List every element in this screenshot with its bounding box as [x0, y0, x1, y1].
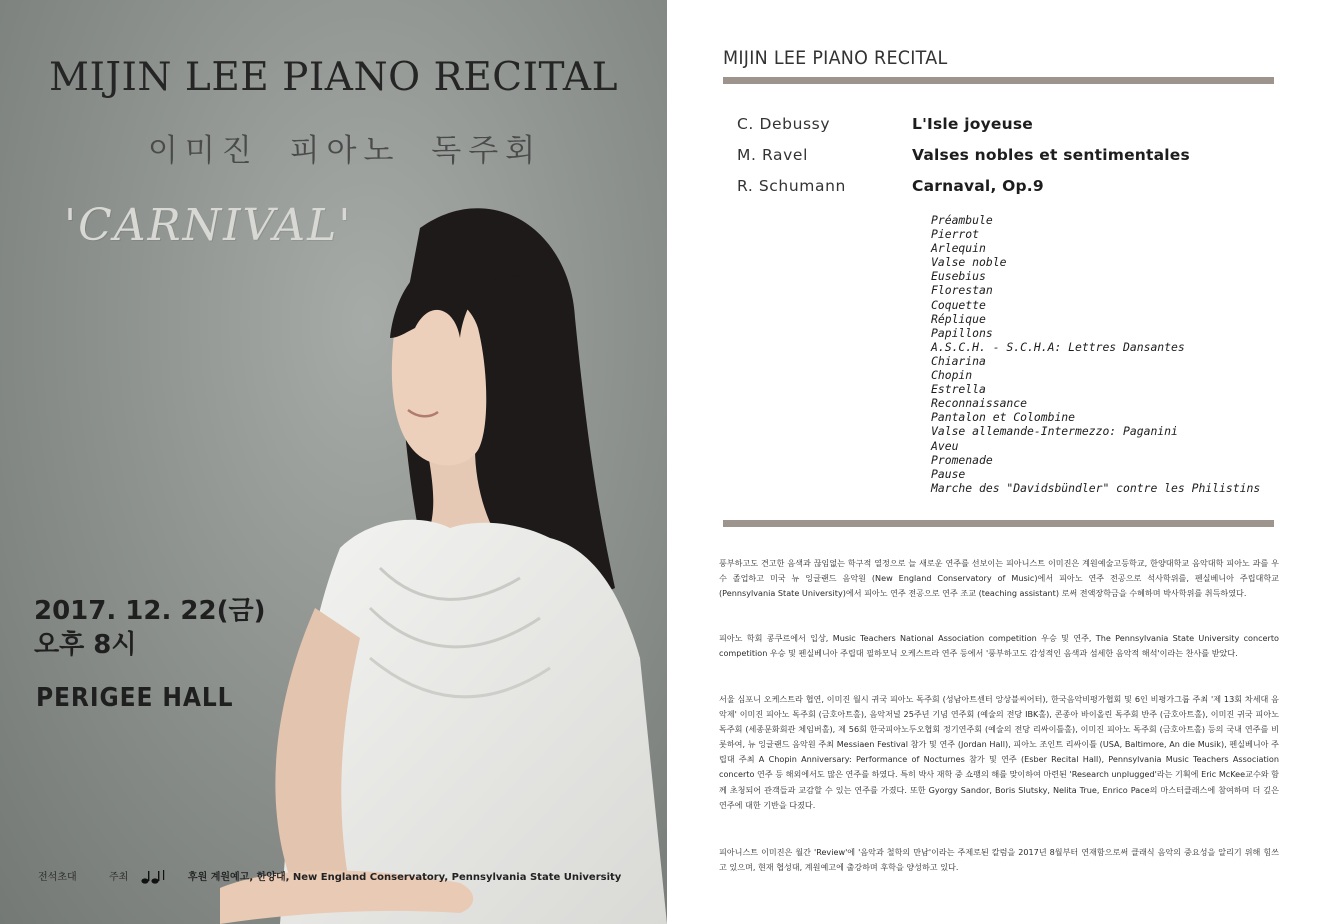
carnaval-movements-list [931, 213, 1260, 495]
program-divider-top [723, 77, 1274, 84]
pianist-portrait [220, 188, 667, 924]
poster-korean-title: 이미진 피아노 독주회 [147, 133, 543, 169]
work-title: L'Isle joyeuse [912, 115, 1033, 133]
sponsor-text: 후원 계원예고, 한양대, New England Conservatory, Pennsylvania State University [187, 872, 622, 883]
program-divider-bottom [723, 520, 1274, 527]
composer-name: C. Debussy [737, 115, 831, 133]
biography-paragraph: 피아노 학회 콩쿠르에서 입상, Music Teachers National Association competition 우승 및 연주, The Pennsylvania State University concerto competition 우승 및 펜실베니아 주립대 필하모닉 오케스트라 연주 등에서 '풍부하고도 감성적인 음색과 섬세한 음악적 해석'이라는 찬사를 받았다. [719, 633, 1279, 659]
movement-item: Arlequin [931, 241, 986, 256]
music-notes-icon [140, 869, 166, 885]
movement-item: Eusebius [931, 269, 986, 284]
recital-program [667, 0, 1330, 924]
composer-name: R. Schumann [737, 177, 846, 195]
movement-item: Pause [931, 466, 966, 481]
movement-item: Marche des "Davidsbündler" contre les Philistins [931, 480, 1261, 495]
program-title: MIJIN LEE PIANO RECITAL [723, 47, 948, 69]
movement-item: Promenade [931, 452, 993, 467]
movement-item: Préambule [931, 213, 993, 227]
movement-item: Chiarina [931, 353, 986, 368]
movement-item: Chopin [931, 368, 973, 383]
biography-paragraph: 서울 심포니 오케스트라 협연, 이미진 월시 귀국 피아노 독주회 (성남아트센터 앙상블씨어터), 한국음악비평가협회 및 6인 비평가그룹 주최 '제 13회 차세대 음악제' 이미진 피아노 독주회 (금호아트홀), 음악저널 25주년 기념 연주회 (예술의 전당 IBK홀), 콘종아 바이올린 독주회 반주 (금호아트홀), 이미진 귀국 피아노 독주회 (세종문화회관 체임버홀), 제 56회 한국피아노두오협회 정기연주회 (예술의 전당 리싸이틀홀), 이미진 피아노 독주회 (금호아트홀) 등의 국내 연주를 비롯하여, 뉴 잉글랜드 음악원 주최 Messiaen Festival 참가 및 연주 (Jordan Hall), 피아노 조인트 리싸이틀 (USA, Baltimore, An die Musik), 펜실베니아 주립대 주최 A Chopin Anniversary: Performance of Nocturnes 참가 및 연주 (Esber Recital Hall), Pennsylvania Music Teachers Association concerto 연주 등 해외에서도 많은 연주를 하였다. 특히 박사 재학 중 쇼팽의 해를 맞이하여 마련된 'Research unplugged'라는 기획에 Eric McKee교수와 함께 초청되어 관객들과 교감할 수 있는 연주를 가졌다. 또한 Gyorgy Sandor, Boris Slutsky, Nelita True, Enrico Pace의 마스터클래스에 참여하며 더 깊은 연주에 대한 기반을 다졌다. [719, 694, 1279, 810]
movement-item: Papillons [931, 325, 993, 340]
biography-paragraph: 피아니스트 이미진은 월간 'Review'에 '음악과 철학의 만남'이라는 주제로된 칼럼을 2017년 8월부터 연재함으로써 클래식 음악의 중요성을 알리기 위해 힘쓰고 있으며, 현재 협성대, 계원예고에 출강하며 후학을 양성하고 있다. [719, 847, 1279, 873]
movement-item: Florestan [931, 283, 993, 298]
movement-item: Estrella [931, 382, 986, 397]
poster-footer [38, 868, 621, 885]
work-title: Carnaval, Op.9 [912, 177, 1044, 195]
movement-item: Coquette [931, 297, 986, 312]
movement-item: A.S.C.H. - S.C.H.A: Lettres Dansantes [931, 339, 1185, 354]
movement-item: Pantalon et Colombine [931, 410, 1076, 425]
movement-item: Pierrot [931, 227, 980, 242]
work-title: Valses nobles et sentimentales [912, 146, 1190, 164]
biography-paragraph: 풍부하고도 견고한 음색과 끊임없는 학구적 열정으로 늘 새로운 연주를 선보이는 피아니스트 이미진은 계원예술고등학교, 한양대학교 음악대학 피아노 과를 우수 졸업하고 미국 뉴 잉글랜드 음악원 (New England Conservatory of Music)에서 피아노 연주 전공으로 석사학위를, 펜실베니아 주립대학교 (Pennsylvania State University)에서 피아노 연주 전공으로 연주 조교 (teaching assistant) 로써 전액장학금을 수혜하며 박사학위를 취득하였다. [719, 558, 1279, 599]
movement-item: Réplique [931, 311, 986, 326]
composer-name: M. Ravel [737, 146, 808, 164]
poster-title: MIJIN LEE PIANO RECITAL [49, 55, 618, 100]
movement-item: Valse noble [931, 255, 1007, 270]
admission-text: 전석초대 [38, 872, 77, 883]
movement-item: Aveu [931, 438, 959, 453]
poster-subtitle: 'CARNIVAL' [64, 200, 353, 251]
concert-time: 오후 8시 [34, 630, 137, 660]
concert-venue: PERIGEE HALL [36, 683, 234, 713]
host-label: 주최 [109, 872, 129, 883]
movement-item: Valse allemande-Intermezzo: Paganini [931, 424, 1178, 439]
concert-date: 2017. 12. 22(금) [34, 596, 266, 626]
movement-item: Reconnaissance [931, 396, 1028, 411]
